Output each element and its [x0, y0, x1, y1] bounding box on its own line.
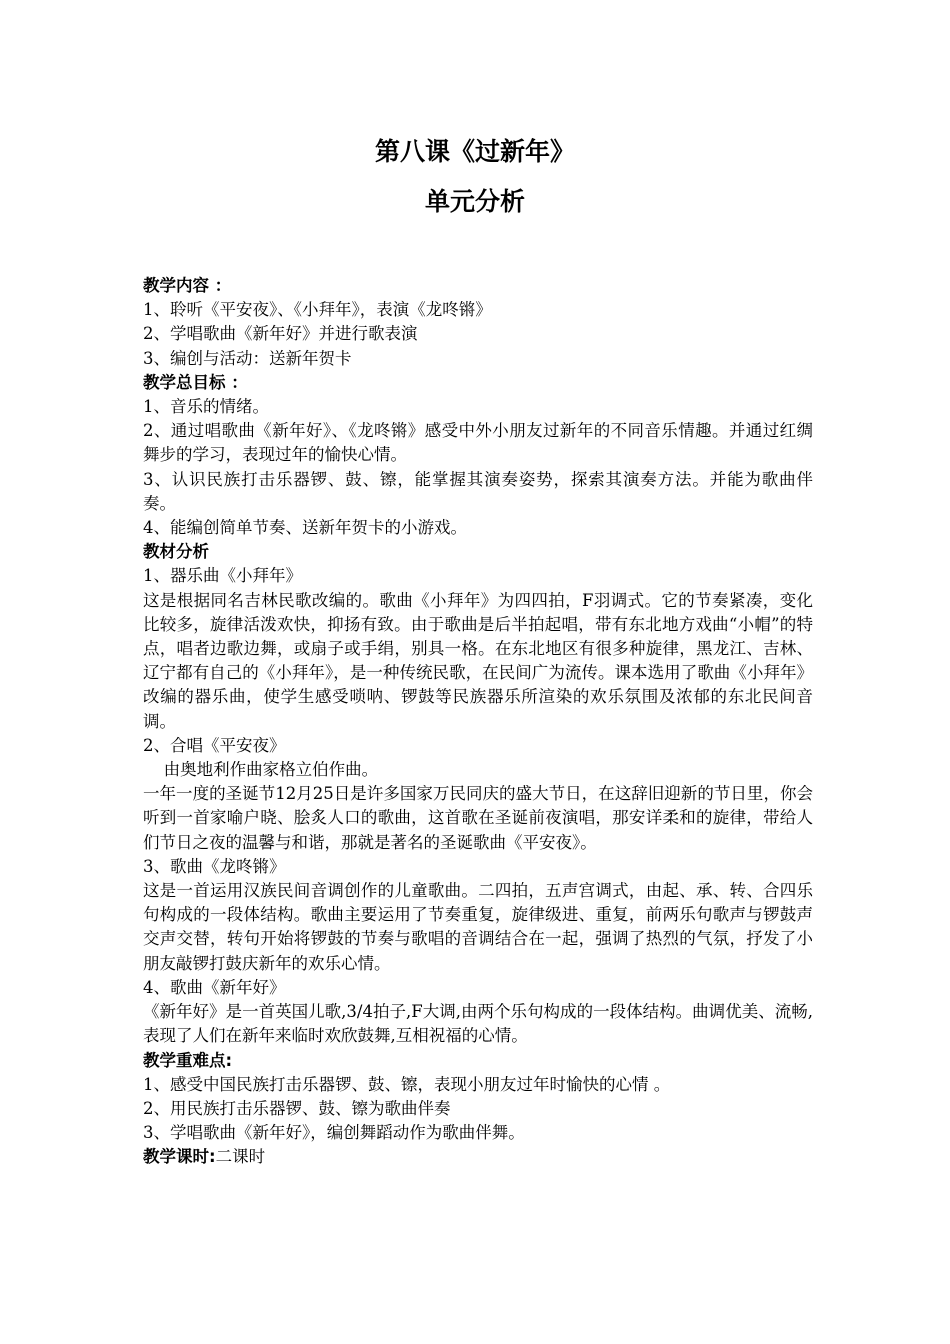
section-title: 单元分析 [424, 187, 525, 216]
periods-line [143, 1145, 813, 1169]
document-body [143, 274, 813, 1170]
periods-value: 二课时 [215, 1147, 266, 1167]
analysis-paragraph: 这是一首运用汉族民间音调创作的儿童歌曲。二四拍，五声宫调式，由起、承、转、合四乐句构成的一段体结构。歌曲主要运用了节奏重复，旋律级进、重复，前两乐句歌声与锣鼓声交声交替，转句开始将锣鼓的节奏与歌唱的音调结合在一起，强调了热烈的气氛，抒发了小朋友敲锣打鼓庆新年的欢乐心情。 [143, 881, 813, 973]
difficulty-item: 1、感受中国民族打击乐器锣、鼓、镲，表现小朋友过年时愉快的心情 。 [143, 1074, 671, 1094]
goal-item: 4、能编创简单节奏、送新年贺卡的小游戏。 [143, 518, 467, 538]
goal-item: 2、通过唱歌曲《新年好》、《龙咚锵》感受中外小朋友过新年的不同音乐情趣。并通过红绸舞步的学习，表现过年的愉快心情。 [143, 421, 813, 465]
analysis-paragraph: 《新年好》是一首英国儿歌,3/4拍子,F大调,由两个乐句构成的一段体结构。曲调优美、流畅,表现了人们在新年来临时欢欣鼓舞,互相祝福的心情。 [143, 1002, 813, 1046]
analysis-paragraph: 这是根据同名吉林民歌改编的。歌曲《小拜年》为四四拍，F羽调式。它的节奏紧凑，变化比较多，旋律活泼欢快，抑扬有致。由于歌曲是后半拍起唱，带有东北地方戏曲“小帽”的特点，唱者边歌边舞，或扇子或手绢，别具一格。在东北地区有很多种旋律，黑龙江、吉林、辽宁都有自己的《小拜年》，是一种传统民歌，在民间广为流传。课本选用了歌曲《小拜年》改编的器乐曲，使学生感受唢呐、锣鼓等民族器乐所渲染的欢乐氛围及浓郁的东北民间音调。 [143, 590, 813, 731]
content-heading: 教学内容 ： [143, 276, 232, 295]
goals-heading: 教学总目标 ： [143, 372, 248, 392]
goal-item: 1、音乐的情绪。 [143, 397, 269, 417]
difficulty-item: 3、学唱歌曲《新年好》，编创舞蹈动作为歌曲伴舞。 [143, 1123, 525, 1143]
content-item: 1、聆听《平安夜》、《小拜年》，表演《龙咚锵》 [143, 300, 492, 320]
analysis-paragraph: 一年一度的圣诞节12月25日是许多国家万民同庆的盛大节日，在这辞旧迎新的节日里，你会听到一首家喻户晓、脍炙人口的歌曲，这首歌在圣诞前夜演唱，那安详柔和的旋律，带给人们节日之夜的温馨与和谐，那就是著名的圣诞歌曲《平安夜》。 [143, 784, 813, 852]
lesson-title: 第八课《过新年》 [374, 137, 575, 166]
analysis-subtitle: 2、合唱《平安夜》 [143, 735, 286, 755]
analysis-paragraph: 由奥地利作曲家格立伯作曲。 [163, 760, 379, 780]
content-item: 3、编创与活动：送新年贺卡 [143, 348, 352, 368]
difficulties-heading: 教学重难点: [143, 1050, 233, 1070]
analysis-heading: 教材分析 [143, 542, 209, 562]
analysis-subtitle: 3、歌曲《龙咚锵》 [143, 856, 286, 876]
analysis-subtitle: 4、歌曲《新年好》 [143, 977, 286, 997]
goal-item: 3、认识民族打击乐器锣、鼓、镲，能掌握其演奏姿势，探索其演奏方法。并能为歌曲伴奏。 [143, 469, 813, 513]
analysis-subtitle: 1、器乐曲《小拜年》 [143, 566, 302, 586]
difficulty-item: 2、用民族打击乐器锣、鼓、镲为歌曲伴奏 [143, 1098, 451, 1118]
periods-heading: 教学课时: [143, 1147, 216, 1167]
content-item: 2、学唱歌曲《新年好》并进行歌表演 [143, 324, 418, 344]
